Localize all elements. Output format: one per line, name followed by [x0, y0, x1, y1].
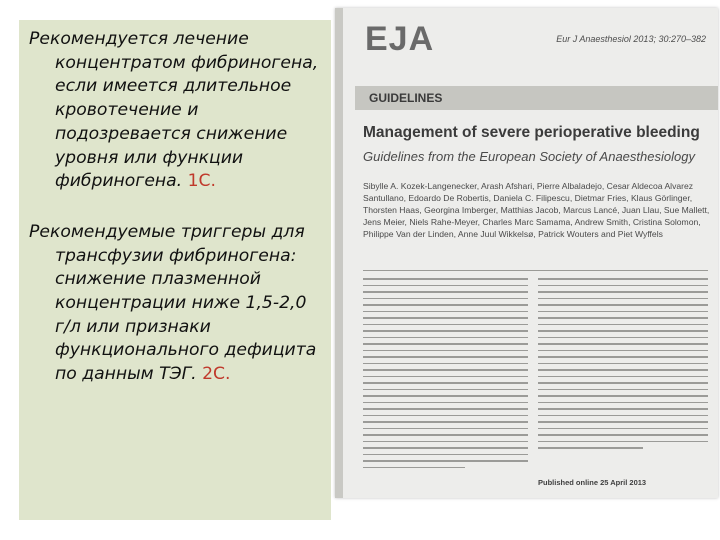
article-published-date: Published online 25 April 2013 — [538, 478, 647, 487]
article-title: Management of severe perioperative bleeding — [363, 124, 700, 141]
recommendations-panel — [19, 20, 331, 520]
section-band — [355, 86, 718, 110]
article-authors: Sibylle A. Kozek-Langenecker, Arash Afshari, Pierre Albaladejo, Cesar Aldecoa Alvarez Santullano, Edoardo De Robertis, Daniela C. Filipescu, Dietmar Fries, Klaus Görlinger, Thorsten Haas, Georgina Imberger, Matthias Jacob, Marcus Lancé, Juan Llau, Sue Mallett, Jens Meier, Niels Rahe-Meyer, Charles Marc Samama, Andrew Smith, Cristina Solomon, Philippe Van der Linden, Anne Juul Wikkelsø, Patrick Wouters and Piet Wyffels — [363, 181, 710, 240]
article-page-edge — [335, 8, 343, 498]
recommendation-2-text: Рекомендуемые триггеры для трансфузии фибриногена: снижение плазменной концентрации ниже 1,5-2,0 г/л или признаки функционального дефицита по данным ТЭГ. — [29, 221, 317, 385]
article-subtitle: Guidelines from the European Society of Anaesthesiology — [363, 149, 695, 164]
recommendation-2-grade: 2C. — [202, 364, 231, 385]
journal-logo: EJA — [365, 20, 435, 58]
article-column-left — [363, 278, 528, 473]
article-column-right — [538, 278, 708, 454]
recommendation-1-grade: 1C. — [187, 171, 217, 192]
journal-citation: Eur J Anaesthesiol 2013; 30:270–382 — [556, 34, 706, 44]
recommendation-1-text: Рекомендуется лечение концентратом фибриногена, если имеется длительное кровотечение и подозревается снижение уровня или функции фибриногена. — [29, 29, 319, 192]
recommendation-1 — [29, 28, 321, 194]
section-label: GUIDELINES — [369, 91, 443, 105]
article-divider — [363, 270, 708, 271]
recommendation-2 — [29, 221, 321, 387]
article-page-image — [335, 8, 718, 498]
